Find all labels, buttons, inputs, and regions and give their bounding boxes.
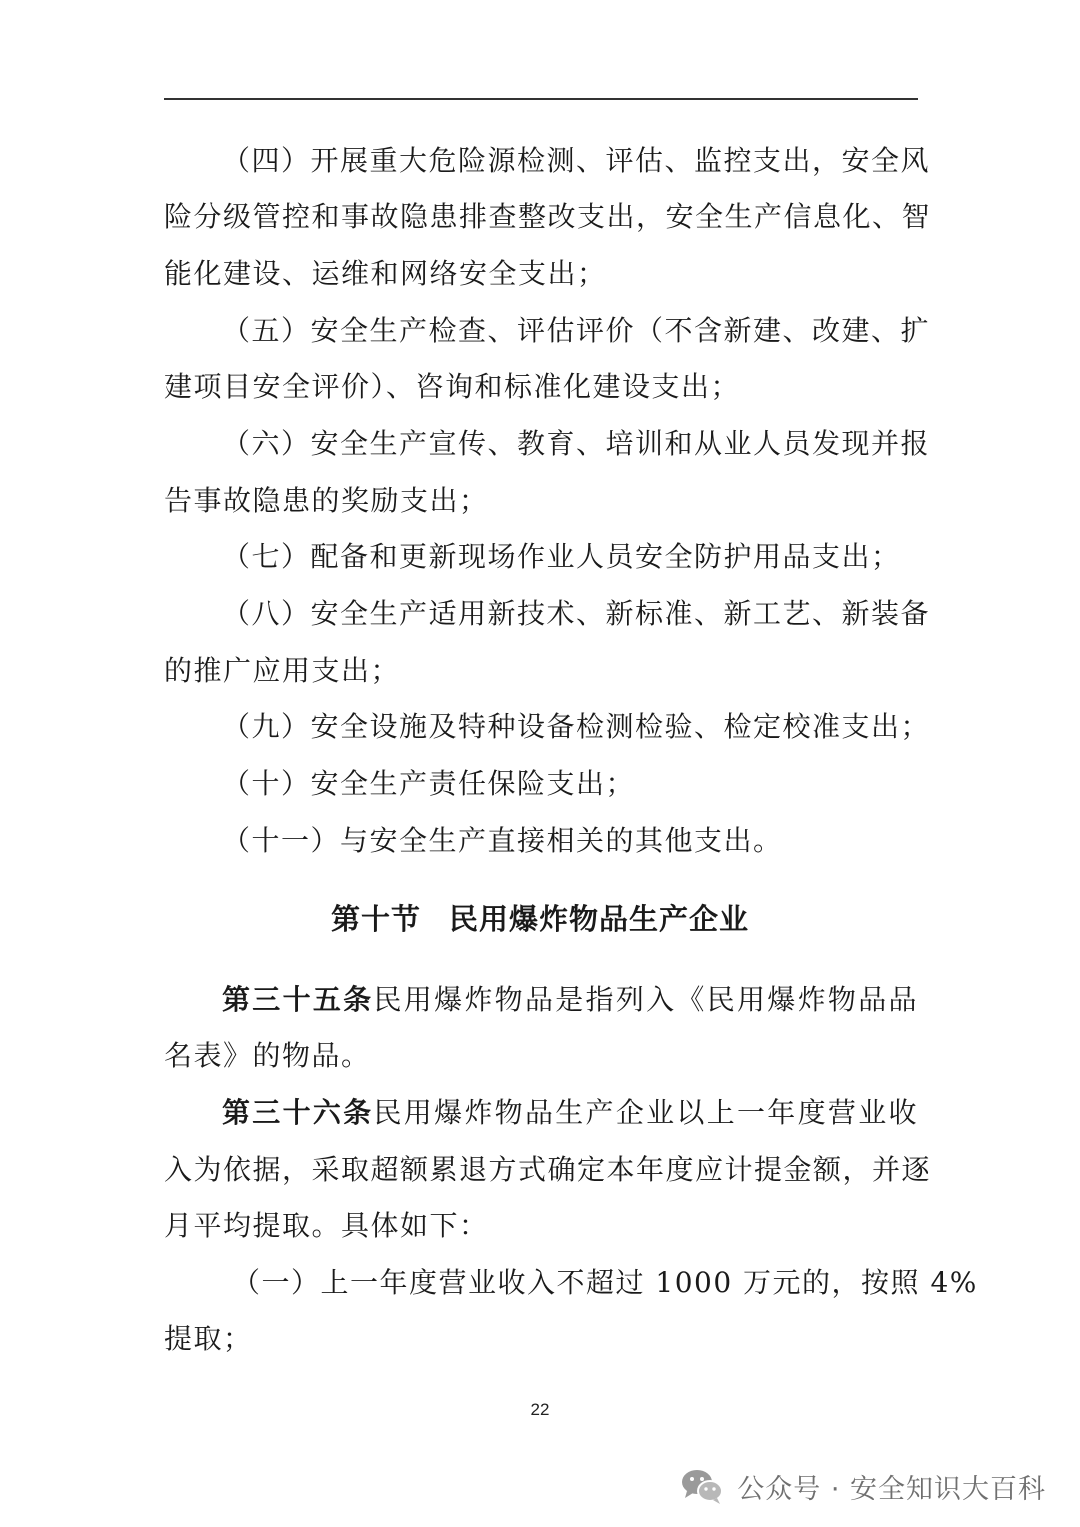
text-line: （十）安全生产责任保险支出；	[222, 767, 636, 800]
text-line: （五）安全生产检查、评估评价（不含新建、改建、扩	[222, 314, 931, 347]
section-heading	[0, 899, 1080, 939]
article-36-text: 民用爆炸物品生产企业以上一年度营业收	[373, 1096, 918, 1129]
article-36-label: 第三十六条	[222, 1096, 374, 1129]
text-line: （十一）与安全生产直接相关的其他支出。	[222, 824, 783, 857]
wechat-icon	[679, 1467, 725, 1505]
article-35-label: 第三十五条	[222, 983, 374, 1016]
section-title: 民用爆炸物品生产企业	[449, 902, 750, 936]
text-line: （八）安全生产适用新技术、新标准、新工艺、新装备	[222, 597, 931, 630]
watermark-text: 公众号 · 安全知识大百科	[737, 1473, 1046, 1505]
text-line: （九）安全设施及特种设备检测检验、检定校准支出；	[222, 710, 931, 743]
text-line: 提取；	[164, 1322, 253, 1355]
text-line: 建项目安全评价）、咨询和标准化建设支出；	[164, 370, 741, 403]
watermark	[679, 1464, 1046, 1508]
text-line: （七）配备和更新现场作业人员安全防护用品支出；	[222, 540, 901, 573]
text-line: 告事故隐患的奖励支出；	[164, 484, 489, 517]
header-rule	[164, 98, 918, 100]
text-line: 名表》的物品。	[164, 1039, 371, 1072]
text-line: 能化建设、运维和网络安全支出；	[164, 257, 607, 290]
article-36-line-1	[222, 1093, 918, 1133]
text-line: 月平均提取。具体如下：	[164, 1209, 489, 1242]
text-line: 的推广应用支出；	[164, 654, 401, 687]
text-line: 入为依据，采取超额累退方式确定本年度应计提金额，并逐	[164, 1153, 932, 1186]
page-number: 22	[530, 1400, 550, 1419]
text-line: （一）上一年度营业收入不超过 1000 万元的，按照 4%	[232, 1266, 978, 1299]
text-line: 险分级管控和事故隐患排查整改支出，安全生产信息化、智	[164, 200, 932, 233]
text-line: （四）开展重大危险源检测、评估、监控支出，安全风	[222, 144, 931, 177]
article-35-text: 民用爆炸物品是指列入《民用爆炸物品品	[373, 983, 918, 1016]
text-line: （六）安全生产宣传、教育、培训和从业人员发现并报	[222, 427, 931, 460]
article-35-line-1	[222, 980, 918, 1020]
section-number: 第十节	[330, 902, 421, 936]
